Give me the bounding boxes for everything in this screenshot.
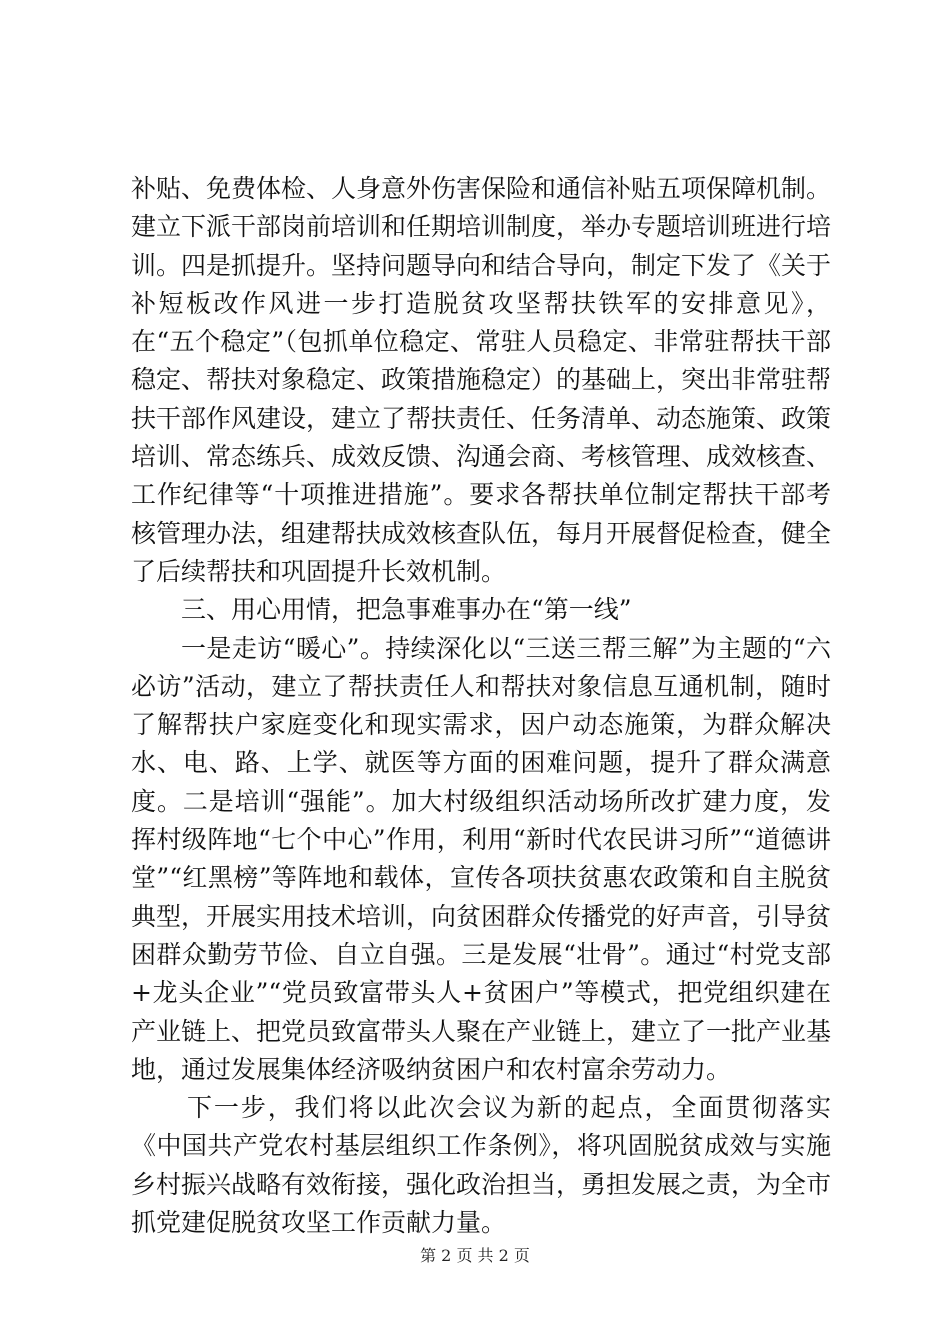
document-body (131, 170, 831, 1242)
paragraph-next-steps: 下一步，我们将以此次会议为新的起点，全面贯彻落实《中国共产党农村基层组织工作条例》，将巩固脱贫成效与实施乡村振兴战略有效衔接，强化政治担当，勇担发展之责，为全市抓党建促脱贫攻坚工作贡献力量。 (131, 1093, 832, 1238)
paragraph-visits-training: 一是走访“暖心”。持续深化以“三送三帮三解”为主题的“六必访”活动，建立了帮扶责任人和帮扶对象信息互通机制，随时了解帮扶户家庭变化和现实需求，因户动态施策，为群众解决水、电、路、上学、就医等方面的困难问题，提升了群众满意度。二是培训“强能”。加大村级组织活动场所改扩建力度，发挥村级阵地“七个中心”作用，利用“新时代农民讲习所”“道德讲堂”“红黑榜”等阵地和载体，宣传各项扶贫惠农政策和自主脱贫典型，开展实用技术培训，向贫困群众传播党的好声音，引导贫困群众勤劳节俭、自立自强。三是发展“壮骨”。通过“村党支部+龙头企业”“党员致富带头人+贫困户”等模式，把党组织建在产业链上、把党员致富带头人聚在产业链上，建立了一批产业基地，通过发展集体经济吸纳贫困户和农村富余劳动力。 (131, 633, 832, 1084)
page-footer: 第 2 页 共 2 页 (420, 1246, 530, 1265)
paragraph-guarantee-mechanism: 补贴、免费体检、人身意外伤害保险和通信补贴五项保障机制。建立下派干部岗前培训和任期培训制度，举办专题培训班进行培训。四是抓提升。坚持问题导向和结合导向，制定下发了《关于补短板改作风进一步打造脱贫攻坚帮扶铁军的安排意见》，在“五个稳定”（包抓单位稳定、常驻人员稳定、非常驻帮扶干部稳定、帮扶对象稳定、政策措施稳定）的基础上，突出非常驻帮扶干部作风建设，建立了帮扶责任、任务清单、动态施策、政策培训、常态练兵、成效反馈、沟通会商、考核管理、成效核查、工作纪律等“十项推进措施”。要求各帮扶单位制定帮扶干部考核管理办法，组建帮扶成效核查队伍，每月开展督促检查，健全了后续帮扶和巩固提升长效机制。 (131, 174, 832, 586)
section-heading-three: 三、用心用情，把急事难事办在“第一线” (181, 595, 632, 625)
